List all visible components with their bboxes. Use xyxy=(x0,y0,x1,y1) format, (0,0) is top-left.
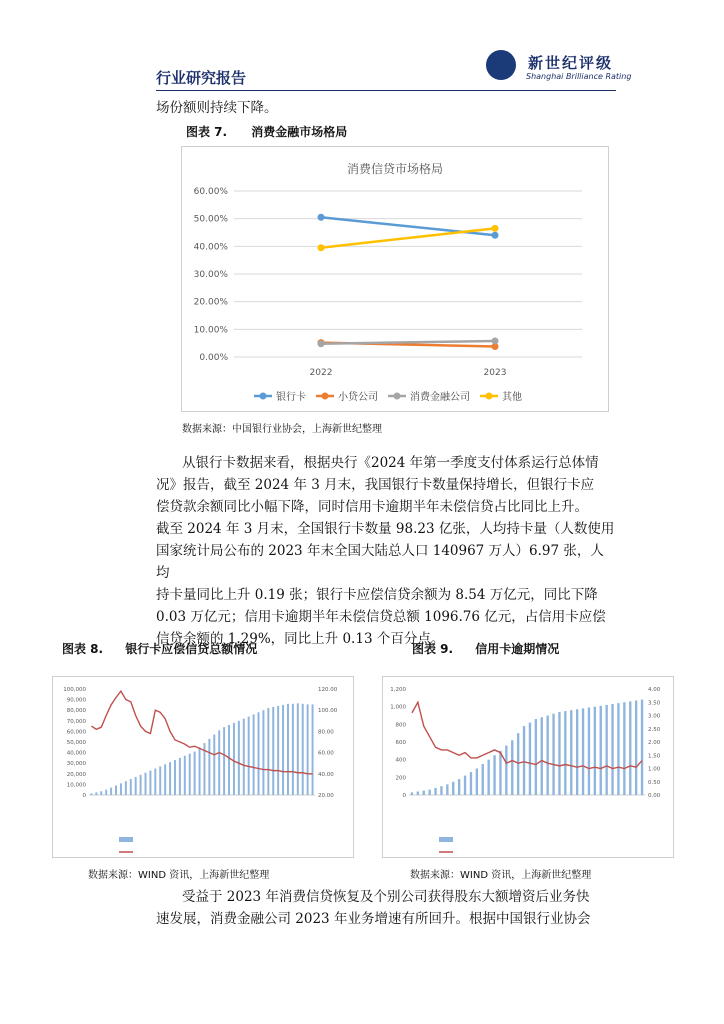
card-credit-balance-chart-svg xyxy=(53,677,353,857)
bar xyxy=(588,708,590,795)
bar xyxy=(411,792,413,795)
legend-bar-swatch xyxy=(439,837,453,842)
bar xyxy=(272,707,274,795)
bar xyxy=(110,788,112,795)
main-paragraph-line: 0.03 万亿元；信用卡逾期半年未偿信贷总额 1096.76 亿元，占信用卡应偿 xyxy=(156,609,606,625)
end-paragraph-line: 受益于 2023 年消费信贷恢复及个别公司获得股东大额增资后业务快 xyxy=(182,889,590,905)
left-tick-label: 100,000 xyxy=(63,687,86,693)
bar xyxy=(564,711,566,795)
right-tick-label: 60.00 xyxy=(318,750,334,757)
bar xyxy=(307,704,309,795)
credit-card-overdue-chart-svg xyxy=(383,677,673,857)
legend-label: 银行卡 xyxy=(276,392,306,403)
y-tick-label: 60.00% xyxy=(193,187,228,197)
bar xyxy=(125,781,127,795)
figure7-label: 图表 7. xyxy=(186,125,228,139)
intro-paragraph: 场份额则持续下降。 xyxy=(156,100,278,116)
logo-icon xyxy=(486,50,516,80)
bar xyxy=(184,756,186,795)
bar xyxy=(194,752,196,795)
bar xyxy=(476,769,478,796)
bar xyxy=(417,791,419,795)
figure9-title: 信用卡逾期情况 xyxy=(475,642,560,656)
bar xyxy=(115,785,117,795)
bar xyxy=(189,754,191,795)
bar xyxy=(517,733,519,795)
bar xyxy=(169,762,171,795)
logo-chinese-name: 新世纪评级 xyxy=(528,54,614,72)
header-divider xyxy=(156,90,616,91)
bar xyxy=(130,779,132,795)
figure9-caption xyxy=(412,640,559,657)
figure9-label: 图表 9. xyxy=(412,642,454,656)
bar xyxy=(511,740,513,795)
legend-marker xyxy=(486,393,493,400)
right-tick-label: 0.50 xyxy=(648,779,661,786)
bar xyxy=(499,751,501,795)
left-tick-label: 70,000 xyxy=(66,718,86,725)
bar xyxy=(541,717,543,795)
main-paragraph-line: 信贷余额的 1.29%，同比上升 0.13 个百分点。 xyxy=(156,631,445,647)
legend-bar-swatch xyxy=(119,837,133,842)
bar xyxy=(233,723,235,795)
bar xyxy=(90,793,92,795)
figure8-caption xyxy=(62,640,257,657)
bar xyxy=(218,730,220,795)
right-tick-label: 3.50 xyxy=(648,700,661,707)
bar xyxy=(312,704,314,795)
left-tick-label: 0 xyxy=(402,793,406,799)
bar xyxy=(179,758,181,795)
left-tick-label: 50,000 xyxy=(66,740,86,746)
bar xyxy=(629,701,631,795)
right-tick-label: 4.00 xyxy=(648,687,661,693)
left-tick-label: 60,000 xyxy=(66,729,86,736)
legend-marker xyxy=(260,393,267,400)
y-tick-label: 20.00% xyxy=(193,297,228,308)
bar xyxy=(238,721,240,795)
bar xyxy=(464,776,466,795)
bar xyxy=(145,773,147,795)
market-share-chart-svg xyxy=(182,147,608,411)
main-paragraph xyxy=(156,452,616,650)
chart-title: 消费信贷市场格局 xyxy=(346,162,444,176)
right-tick-label: 2.50 xyxy=(648,726,661,733)
left-tick-label: 800 xyxy=(395,722,406,729)
right-tick-label: 80.00 xyxy=(318,729,334,736)
bar xyxy=(552,714,554,795)
main-paragraph-line: 况》报告，截至 2024 年 3 月末，我国银行卡数量保持增长，但银行卡应 xyxy=(156,477,595,493)
bar xyxy=(635,700,637,795)
bar xyxy=(164,764,166,795)
bar xyxy=(100,791,102,795)
main-paragraph-line: 截至 2024 年 3 月末，全国银行卡数量 98.23 亿张，人均持卡量（人数使用 xyxy=(156,521,615,537)
main-paragraph-line: 从银行卡数据来看，根据央行《2024 年第一季度支付体系运行总体情 xyxy=(182,455,599,471)
y-tick-label: 10.00% xyxy=(193,325,228,336)
legend-marker xyxy=(394,393,401,400)
right-tick-label: 20.00 xyxy=(318,793,334,799)
series-line xyxy=(91,691,312,774)
figure7-title: 消费金融市场格局 xyxy=(251,125,348,139)
data-point xyxy=(492,225,499,232)
figure9-source: 数据来源：WIND 资讯，上海新世纪整理 xyxy=(410,870,592,881)
bar xyxy=(292,704,294,795)
credit-card-overdue-chart xyxy=(382,676,674,858)
series-line xyxy=(321,228,495,247)
bar xyxy=(154,769,156,796)
bar xyxy=(262,710,264,795)
data-point xyxy=(492,232,499,239)
card-credit-balance-chart xyxy=(52,676,354,858)
left-tick-label: 600 xyxy=(395,740,406,746)
end-paragraph xyxy=(156,886,616,930)
bar xyxy=(95,792,97,795)
bar xyxy=(199,747,201,795)
left-tick-label: 1,200 xyxy=(390,687,406,693)
logo-english-name: Shanghai Brilliance Rating xyxy=(526,72,632,81)
legend-marker xyxy=(322,393,329,400)
bar xyxy=(505,746,507,795)
bar xyxy=(458,779,460,795)
bar xyxy=(213,735,215,795)
bar xyxy=(135,777,137,795)
bar xyxy=(223,727,225,795)
bar xyxy=(428,790,430,795)
bar xyxy=(611,704,613,795)
x-tick-label: 2023 xyxy=(483,368,507,378)
left-tick-label: 20,000 xyxy=(66,771,86,778)
figure8-label: 图表 8. xyxy=(62,642,104,656)
right-tick-label: 120.00 xyxy=(318,687,338,693)
bar xyxy=(558,712,560,795)
bar xyxy=(641,700,643,795)
figure7-source: 数据来源：中国银行业协会，上海新世纪整理 xyxy=(182,424,382,435)
right-tick-label: 40.00 xyxy=(318,771,334,778)
section-title: 行业研究报告 xyxy=(156,69,247,87)
left-tick-label: 200 xyxy=(395,775,406,782)
bar xyxy=(243,719,245,795)
bar xyxy=(140,775,142,795)
bar xyxy=(287,704,289,795)
bar xyxy=(600,706,602,795)
bar xyxy=(258,712,260,795)
left-tick-label: 10,000 xyxy=(66,782,86,789)
x-tick-label: 2022 xyxy=(309,368,333,378)
right-tick-label: 2.00 xyxy=(648,740,661,746)
bar xyxy=(623,702,625,795)
main-paragraph-line: 持卡量同比上升 0.19 张；银行卡应偿信贷余额为 8.54 万亿元，同比下降 xyxy=(156,587,598,603)
end-paragraph-line: 速发展，消费金融公司 2023 年业务增速有所回升。根据中国银行业协会 xyxy=(156,911,591,927)
main-paragraph-line: 国家统计局公布的 2023 年末全国大陆总人口 140967 万人）6.97 张，人均 xyxy=(156,543,604,581)
series-line xyxy=(321,341,495,344)
left-tick-label: 1,000 xyxy=(390,704,406,711)
legend-label: 其他 xyxy=(502,392,522,403)
data-point xyxy=(492,337,499,344)
bar xyxy=(302,704,304,795)
bar xyxy=(159,766,161,795)
bar xyxy=(582,708,584,795)
right-tick-label: 100.00 xyxy=(318,708,338,715)
bar xyxy=(570,710,572,795)
bar xyxy=(487,760,489,795)
left-tick-label: 0 xyxy=(82,793,86,799)
y-tick-label: 50.00% xyxy=(193,214,228,225)
bar xyxy=(282,705,284,795)
bar xyxy=(523,726,525,795)
main-paragraph-line: 偿贷款余额同比小幅下降，同时信用卡逾期半年未偿信贷占比同比上升。 xyxy=(156,499,588,515)
bar xyxy=(482,764,484,795)
right-tick-label: 1.00 xyxy=(648,766,661,773)
legend-label: 小贷公司 xyxy=(338,392,378,403)
series-line xyxy=(321,217,495,235)
right-tick-label: 1.50 xyxy=(648,753,661,760)
figure8-title: 银行卡应偿信贷总额情况 xyxy=(125,642,258,656)
bar xyxy=(493,755,495,795)
bar xyxy=(267,708,269,795)
y-tick-label: 40.00% xyxy=(193,242,228,253)
bar xyxy=(446,784,448,795)
bar xyxy=(617,703,619,795)
bar xyxy=(248,717,250,795)
left-tick-label: 30,000 xyxy=(66,761,86,768)
bar xyxy=(174,760,176,795)
bar xyxy=(594,707,596,795)
left-tick-label: 40,000 xyxy=(66,750,86,757)
bar xyxy=(423,791,425,795)
left-tick-label: 90,000 xyxy=(66,697,86,704)
bar xyxy=(576,709,578,795)
y-tick-label: 30.00% xyxy=(193,270,228,280)
left-tick-label: 400 xyxy=(395,757,406,764)
y-tick-label: 0.00% xyxy=(199,353,228,363)
bar xyxy=(546,716,548,796)
data-point xyxy=(318,214,325,221)
bar xyxy=(452,782,454,795)
legend-label: 消费金融公司 xyxy=(410,392,470,403)
bar xyxy=(149,771,151,795)
bar xyxy=(120,783,122,795)
bar xyxy=(105,790,107,795)
left-tick-label: 80,000 xyxy=(66,708,86,715)
bar xyxy=(253,714,255,795)
bar xyxy=(208,739,210,795)
right-tick-label: 3.00 xyxy=(648,713,661,720)
bar xyxy=(434,788,436,795)
bar xyxy=(277,706,279,795)
figure7-caption xyxy=(186,123,347,140)
market-share-chart xyxy=(181,146,609,412)
bar xyxy=(605,705,607,795)
bar xyxy=(470,772,472,795)
right-tick-label: 0.00 xyxy=(648,793,661,799)
data-point xyxy=(318,340,325,347)
bar xyxy=(297,703,299,795)
figure8-source: 数据来源：WIND 资讯，上海新世纪整理 xyxy=(88,870,270,881)
bar xyxy=(529,723,531,795)
data-point xyxy=(318,244,325,251)
bar xyxy=(535,719,537,795)
bar xyxy=(440,786,442,795)
bar xyxy=(228,725,230,795)
